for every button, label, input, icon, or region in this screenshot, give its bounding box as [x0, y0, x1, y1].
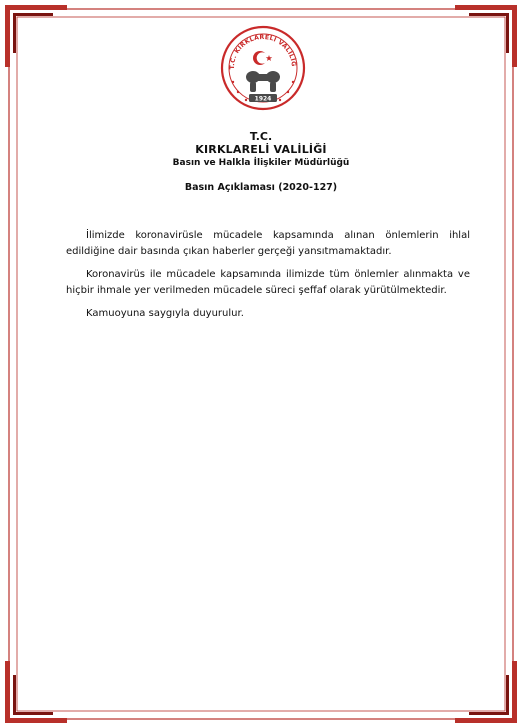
department-name: Basın ve Halkla İlişkiler Müdürlüğü	[172, 158, 350, 168]
body-paragraph: Koronavirüs ile mücadele kapsamında ilimizde tüm önlemler alınmakta ve hiçbir ihmale yer verilmeden mücadele süreci şeffaf olarak yürütülmektedir.	[66, 269, 470, 296]
seal-ring-text: T.C. KIRKLARELİ VALİLİĞ	[228, 33, 298, 70]
seal-year: 1924	[254, 95, 272, 103]
office-title: KIRKLARELİ VALİLİĞİ	[195, 143, 327, 156]
press-release-body	[66, 228, 470, 330]
governorship-seal-logo	[220, 24, 306, 114]
body-paragraph: İlimizde koronavirüsle mücadele kapsamında alınan önlemlerin ihlal edildiğine dair basında çıkan haberler gerçeği yansıtmamaktadır.	[66, 230, 470, 257]
press-release-title: Basın Açıklaması (2020-127)	[184, 182, 338, 193]
body-paragraph: Kamuoyuna saygıyla duyurulur.	[86, 308, 244, 319]
country-abbreviation: T.C.	[249, 130, 273, 143]
